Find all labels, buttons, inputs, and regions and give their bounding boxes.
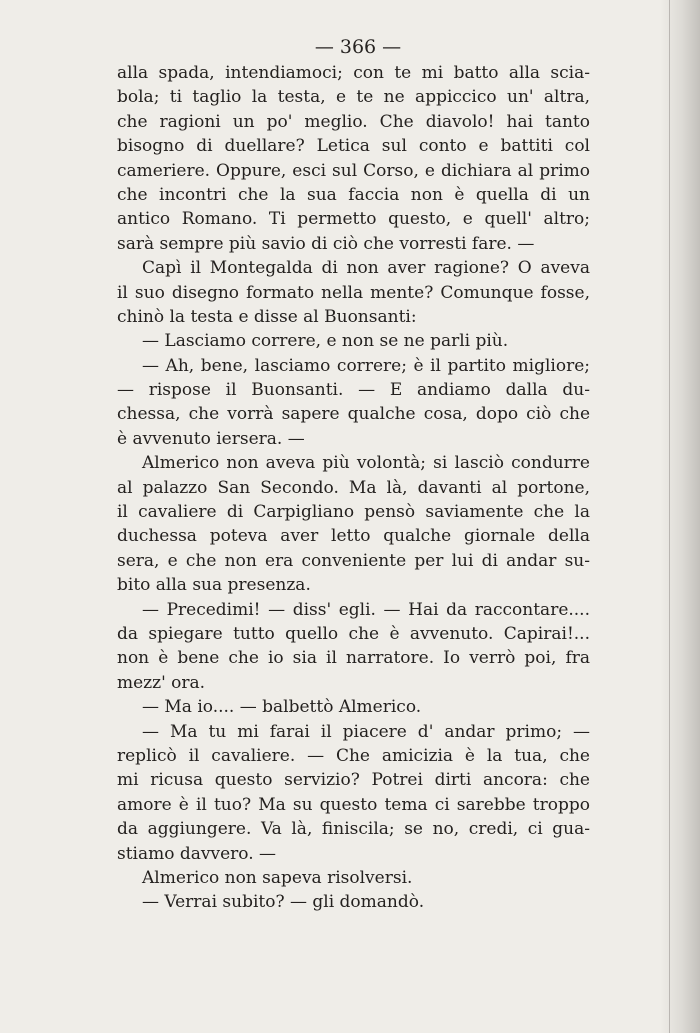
- text-line: cameriere. Oppure, esci sul Corso, e dichiara al primo: [117, 160, 590, 181]
- text-line: Almerico non aveva più volontà; si lasciò condurre: [142, 453, 590, 474]
- text-line: — Ma tu mi farai il piacere d' andar primo; —: [142, 721, 590, 742]
- text-line: — rispose il Buonsanti. — E andiamo dalla du-: [117, 380, 590, 401]
- text-line: bito alla sua presenza.: [117, 575, 311, 596]
- page-gutter-shadow: [660, 0, 700, 1033]
- text-line: — Ah, bene, lasciamo correre; è il partito migliore;: [142, 355, 590, 376]
- text-line: — Ma io.... — balbettò Almerico.: [142, 697, 422, 718]
- text-line: da aggiungere. Va là, finiscila; se no, credi, ci gua-: [117, 819, 590, 840]
- page-number: — 366 —: [314, 36, 402, 58]
- text-line: il suo disegno formato nella mente? Comunque fosse,: [117, 282, 590, 303]
- text-line: al palazzo San Secondo. Ma là, davanti al portone,: [117, 477, 590, 498]
- text-line: bola; ti taglio la testa, e te ne appiccico un' altra,: [117, 87, 590, 108]
- text-line: chessa, che vorrà sapere qualche cosa, dopo ciò che: [117, 404, 590, 425]
- text-line: — Precedimi! — diss' egli. — Hai da raccontare....: [142, 599, 590, 620]
- text-line: che incontri che la sua faccia non è quella di un: [117, 184, 590, 205]
- text-line: non è bene che io sia il narratore. Io verrò poi, fra: [117, 648, 590, 669]
- body-text: [117, 61, 590, 915]
- text-line: duchessa poteva aver letto qualche giornale della: [117, 526, 590, 547]
- text-line: — Verrai subito? — gli domandò.: [142, 892, 425, 913]
- text-line: sera, e che non era conveniente per lui di andar su-: [117, 550, 590, 571]
- text-line: alla spada, intendiamoci; con te mi batto alla scia-: [117, 63, 590, 83]
- text-line: Capì il Montegalda di non aver ragione? O aveva: [142, 258, 590, 279]
- text-line: il cavaliere di Carpigliano pensò saviamente che la: [117, 502, 590, 523]
- text-line: bisogno di duellare? Letica sul conto e battiti col: [117, 136, 590, 157]
- text-line: stiamo davvero. —: [117, 843, 277, 864]
- page-spine-line: [669, 0, 670, 1033]
- text-line: da spiegare tutto quello che è avvenuto. Capirai!...: [117, 623, 590, 644]
- text-line: mezz' ora.: [117, 672, 206, 693]
- text-line: sarà sempre più savio di ciò che vorresti fare. —: [117, 233, 535, 254]
- text-line: mi ricusa questo servizio? Potrei dirti ancora: che: [117, 770, 590, 791]
- text-line: Almerico non sapeva risolversi.: [142, 867, 413, 888]
- text-line: chinò la testa e disse al Buonsanti:: [117, 306, 417, 327]
- text-line: è avvenuto iersera. —: [117, 428, 305, 449]
- text-line: replicò il cavaliere. — Che amicizia è la tua, che: [117, 745, 590, 766]
- text-line: amore è il tuo? Ma su questo tema ci sarebbe troppo: [117, 794, 590, 815]
- text-line: — Lasciamo correre, e non se ne parli più.: [142, 331, 509, 352]
- text-line: che ragioni un po' meglio. Che diavolo! hai tanto: [117, 111, 590, 132]
- text-line: antico Romano. Ti permetto questo, e quell' altro;: [117, 209, 590, 230]
